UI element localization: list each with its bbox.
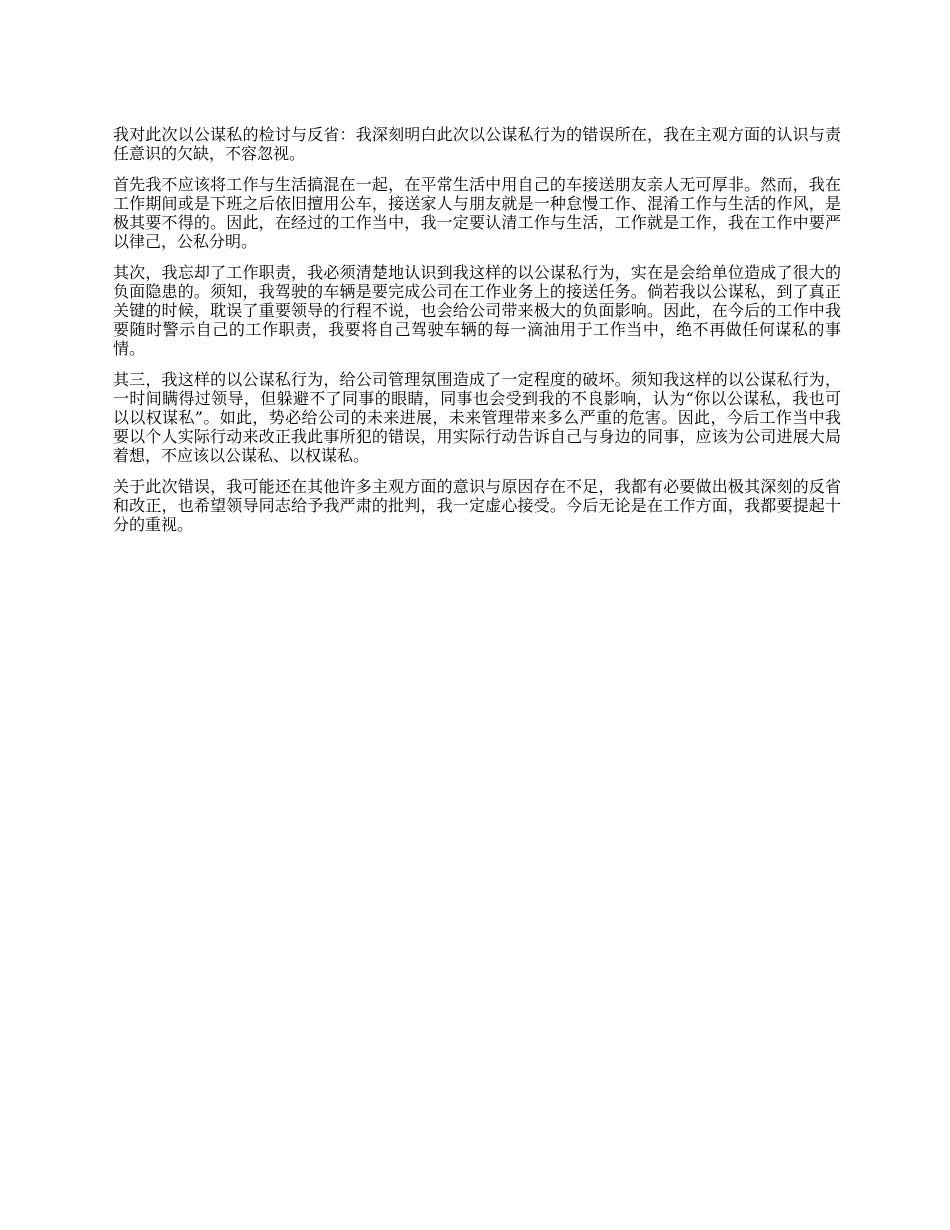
paragraph-2: 首先我不应该将工作与生活搞混在一起，在平常生活中用自己的车接送朋友亲人无可厚非。然而，我在工作期间或是下班之后依旧擅用公车，接送家人与朋友就是一种怠慢工作、混淆工作与生活的作风，是极其要不得的。因此，在经过的工作当中，我一定要认清工作与生活，工作就是工作，我在工作中要严以律己，公私分明。: [113, 175, 841, 251]
paragraph-4: 其三，我这样的以公谋私行为，给公司管理氛围造成了一定程度的破坏。须知我这样的以公谋私行为，一时间瞒得过领导，但躲避不了同事的眼睛，同事也会受到我的不良影响，认为“你以公谋私，我也可以以权谋私”。如此，势必给公司的未来进展，未来管理带来多么严重的危害。因此，今后工作当中我要以个人实际行动来改正我此事所犯的错误，用实际行动告诉自己与身边的同事，应该为公司进展大局着想，不应该以公谋私、以权谋私。: [113, 370, 841, 465]
paragraph-5: 关于此次错误，我可能还在其他许多主观方面的意识与原因存在不足，我都有必要做出极其深刻的反省和改正，也希望领导同志给予我严肃的批判，我一定虚心接受。今后无论是在工作方面，我都要提起十分的重视。: [113, 477, 841, 534]
paragraph-3: 其次，我忘却了工作职责，我必须清楚地认识到我这样的以公谋私行为，实在是会给单位造成了很大的负面隐患的。须知，我驾驶的车辆是要完成公司在工作业务上的接送任务。倘若我以公谋私，到了真正关键的时候，耽误了重要领导的行程不说，也会给公司带来极大的负面影响。因此，在今后的工作中我要随时警示自己的工作职责，我要将自己驾驶车辆的每一滴油用于工作当中，绝不再做任何谋私的事情。: [113, 263, 841, 358]
paragraph-1: 我对此次以公谋私的检讨与反省：我深刻明白此次以公谋私行为的错误所在，我在主观方面的认识与责任意识的欠缺，不容忽视。: [113, 125, 841, 163]
document-body: [113, 125, 841, 546]
